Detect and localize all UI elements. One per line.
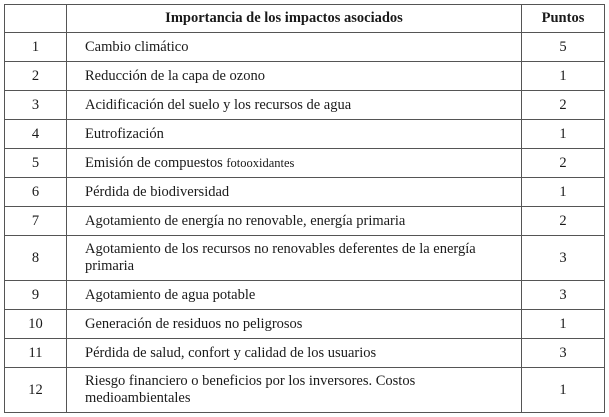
row-impact-main: Emisión de compuestos xyxy=(85,154,227,171)
row-impact: Agotamiento de energía no renovable, energía primaria xyxy=(67,207,522,236)
row-number: 9 xyxy=(5,281,67,310)
impacts-table-container xyxy=(4,4,604,413)
row-number: 10 xyxy=(5,310,67,339)
table-header-row xyxy=(5,5,605,33)
row-impact: Reducción de la capa de ozono xyxy=(67,62,522,91)
row-impact: Acidificación del suelo y los recursos de agua xyxy=(67,91,522,120)
row-points: 3 xyxy=(522,339,605,368)
table-row xyxy=(5,310,605,339)
row-number: 12 xyxy=(5,368,67,413)
row-impact: Generación de residuos no peligrosos xyxy=(67,310,522,339)
table-row xyxy=(5,33,605,62)
table-row xyxy=(5,91,605,120)
row-points: 3 xyxy=(522,281,605,310)
impacts-table xyxy=(4,4,605,413)
table-row xyxy=(5,149,605,178)
header-number xyxy=(5,5,67,33)
table-row xyxy=(5,281,605,310)
row-number: 3 xyxy=(5,91,67,120)
table-row xyxy=(5,368,605,413)
header-impact: Importancia de los impactos asociados xyxy=(67,5,522,33)
row-number: 1 xyxy=(5,33,67,62)
row-points: 3 xyxy=(522,236,605,281)
row-number: 8 xyxy=(5,236,67,281)
table-row xyxy=(5,62,605,91)
row-impact-small: fotooxidantes xyxy=(226,155,295,170)
table-row xyxy=(5,120,605,149)
row-impact: Pérdida de biodiversidad xyxy=(67,178,522,207)
row-impact xyxy=(67,149,522,178)
row-impact: Agotamiento de agua potable xyxy=(67,281,522,310)
row-impact: Pérdida de salud, confort y calidad de los usuarios xyxy=(67,339,522,368)
table-row xyxy=(5,178,605,207)
row-points: 2 xyxy=(522,91,605,120)
row-impact: Agotamiento de los recursos no renovables deferentes de la energía primaria xyxy=(67,236,522,281)
row-number: 11 xyxy=(5,339,67,368)
header-points: Puntos xyxy=(522,5,605,33)
row-points: 1 xyxy=(522,178,605,207)
row-number: 4 xyxy=(5,120,67,149)
row-impact: Riesgo financiero o beneficios por los inversores. Costos medioambientales xyxy=(67,368,522,413)
table-row xyxy=(5,207,605,236)
row-points: 2 xyxy=(522,207,605,236)
row-number: 5 xyxy=(5,149,67,178)
row-number: 7 xyxy=(5,207,67,236)
table-row xyxy=(5,339,605,368)
row-impact: Eutrofización xyxy=(67,120,522,149)
row-points: 1 xyxy=(522,310,605,339)
row-points: 1 xyxy=(522,120,605,149)
table-row xyxy=(5,236,605,281)
row-points: 2 xyxy=(522,149,605,178)
row-number: 2 xyxy=(5,62,67,91)
row-points: 1 xyxy=(522,368,605,413)
row-points: 1 xyxy=(522,62,605,91)
row-number: 6 xyxy=(5,178,67,207)
row-impact: Cambio climático xyxy=(67,33,522,62)
row-points: 5 xyxy=(522,33,605,62)
